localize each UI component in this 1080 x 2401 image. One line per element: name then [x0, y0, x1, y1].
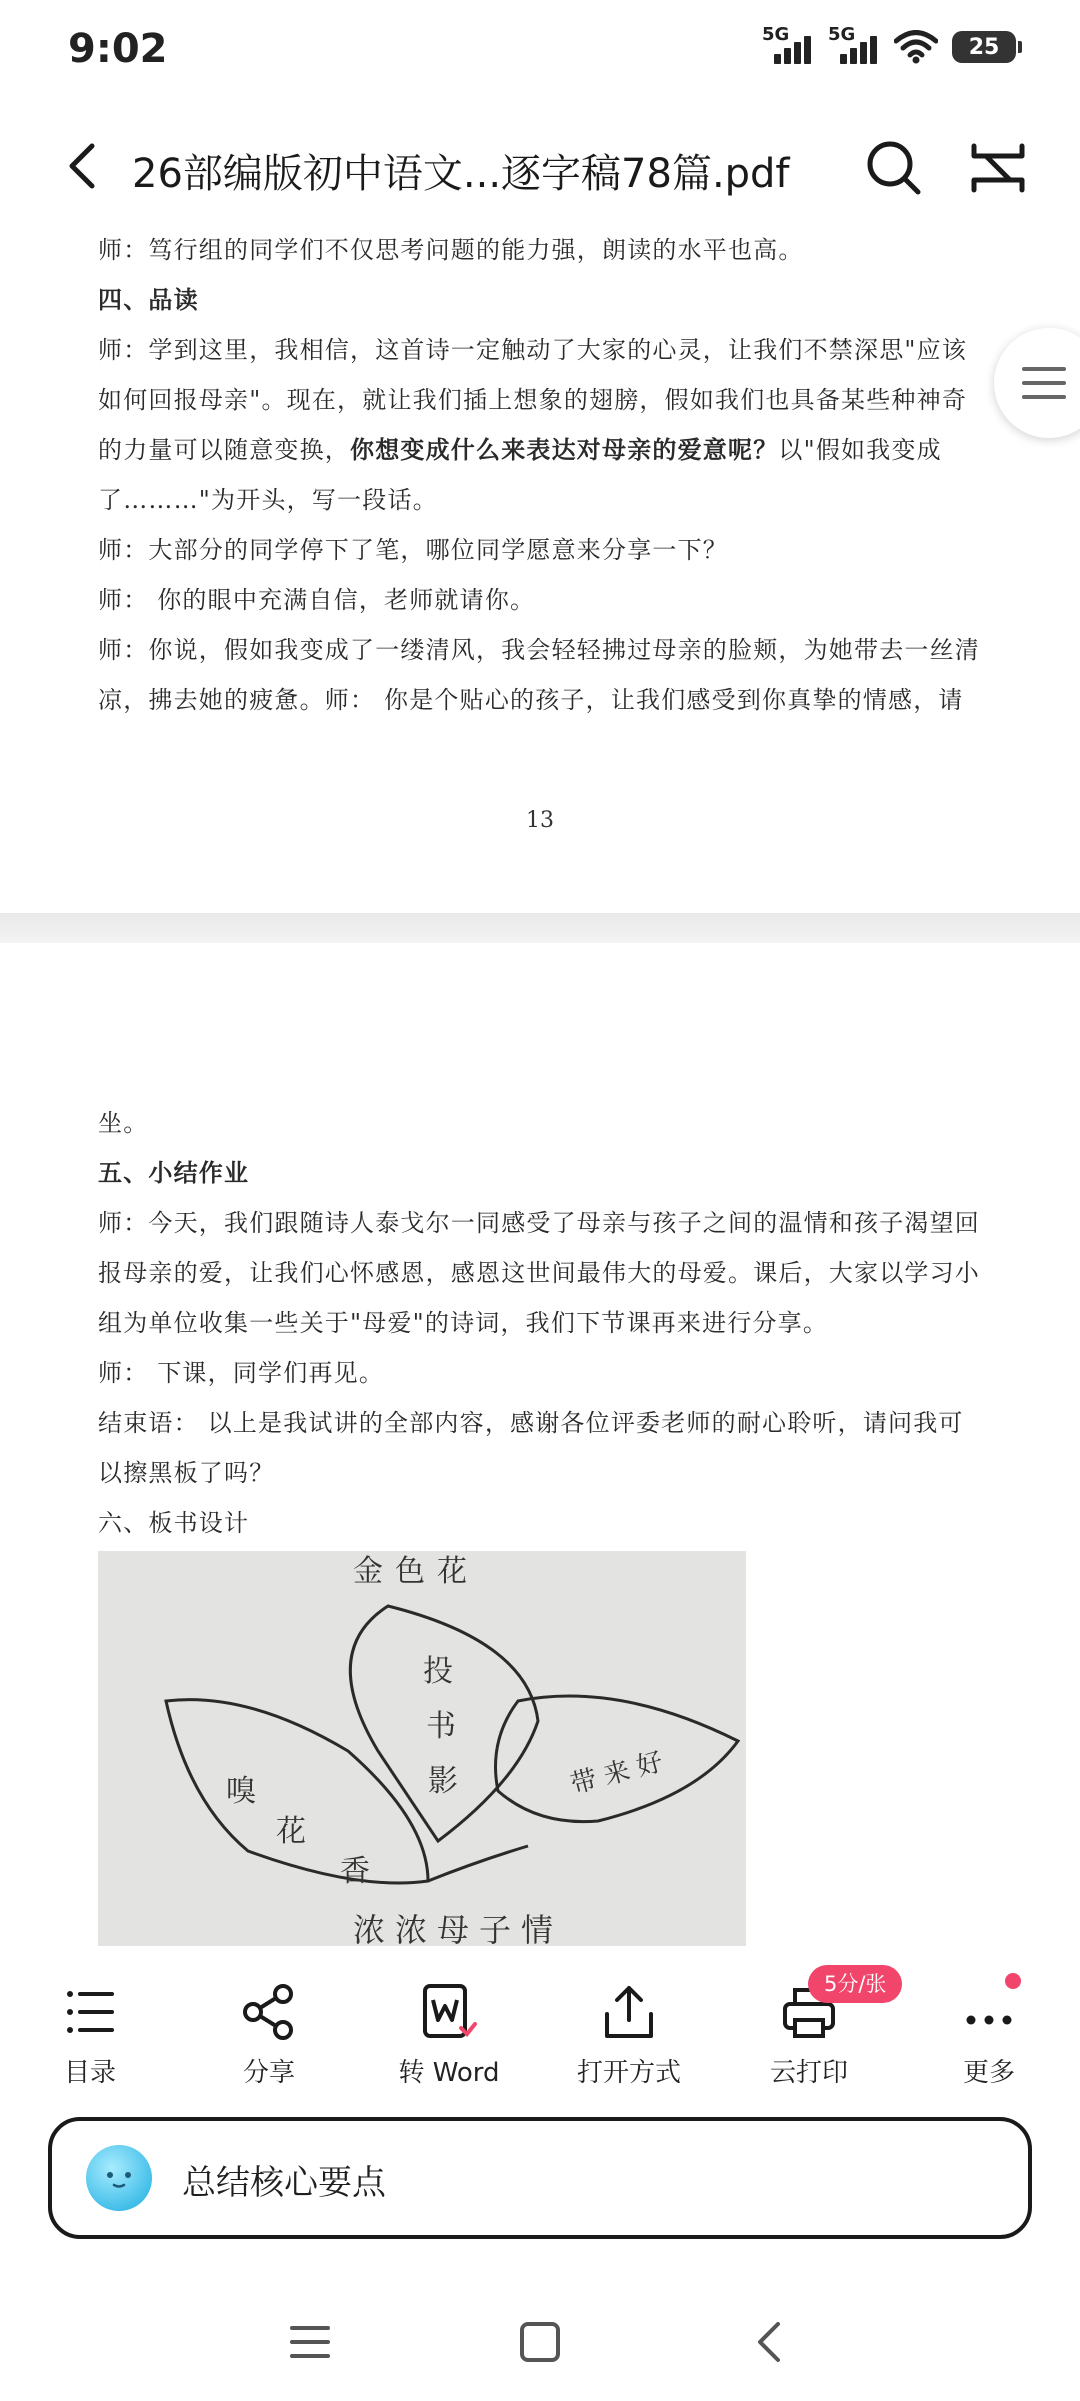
toolbar-open-with-button[interactable]: [554, 1960, 704, 2105]
wifi-icon: [894, 30, 938, 64]
summary-label: 总结核心要点: [182, 2163, 386, 2203]
text-line: 组为单位收集一些关于"母爱"的诗词，我们下节课再来进行分享。: [98, 1309, 829, 1337]
text-line: [98, 430, 990, 465]
board-left-char: 花: [276, 1814, 306, 1849]
toolbar-convert-word-button[interactable]: [374, 1960, 524, 2105]
chevron-left-icon[interactable]: [56, 136, 116, 196]
document-title: 26部编版初中语文...逐字稿78篇.pdf: [132, 151, 790, 197]
board-top-text: 金色花: [353, 1554, 479, 1589]
toolbar-label: 云打印: [769, 2058, 848, 2088]
status-bar: [0, 0, 1080, 100]
cellular-signal-icon: [828, 26, 880, 68]
summarize-key-points-button[interactable]: [48, 2117, 1032, 2239]
pdf-page-13: [0, 218, 1080, 913]
toolbar-label: 更多: [962, 2058, 1015, 2088]
app-header: [0, 118, 1080, 218]
blackboard-design-image: [98, 1551, 746, 1946]
back-icon[interactable]: [740, 2312, 800, 2372]
cellular-signal-icon: [762, 26, 814, 68]
text-line: 师： 你的眼中充满自信，老师就请你。: [98, 586, 536, 614]
board-bottom-text: 浓浓母子情: [353, 1911, 564, 1946]
text-line: 师： 下课，同学们再见。: [98, 1359, 385, 1387]
search-icon[interactable]: [862, 136, 926, 200]
notification-dot: [1005, 1973, 1021, 1989]
text-line: 凉，拂去她的疲惫。师： 你是个贴心的孩子，让我们感受到你真挚的情感，请: [98, 686, 964, 714]
text-line: 师：学到这里，我相信，这首诗一定触动了大家的心灵，让我们不禁深思"应该: [98, 336, 968, 364]
bold-text-span: 你想变成什么来表达对母亲的爱意呢？: [350, 436, 779, 464]
menu-lines-icon: [1020, 365, 1068, 401]
toolbar-label: 打开方式: [576, 2058, 681, 2088]
system-navigation-bar: [0, 2270, 1080, 2401]
text-line: 报母亲的爱，让我们心怀感恩，感恩这世间最伟大的母爱。课后，大家以学习小: [98, 1259, 980, 1287]
board-left-char: 香: [340, 1854, 370, 1889]
text-line: 六、板书设计: [98, 1509, 250, 1537]
toolbar-label: 分享: [242, 2058, 295, 2088]
text-line: 结束语： 以上是我试讲的全部内容，感谢各位评委老师的耐心聆听，请问我可: [98, 1409, 964, 1437]
text-line: 坐。: [98, 1109, 149, 1137]
board-center-char: 投: [423, 1654, 453, 1689]
more-icon: [957, 1980, 1021, 2044]
text-line: 师：今天，我们跟随诗人泰戈尔一同感受了母亲与孩子之间的温情和孩子渴望回: [98, 1209, 980, 1237]
ai-assistant-avatar-icon: [84, 2143, 154, 2213]
open-with-icon: [597, 1980, 661, 2044]
toolbar-contents-button[interactable]: [15, 1960, 165, 2105]
text-line: 如何回报母亲"。现在，就让我们插上想象的翅膀，假如我们也具备某些种神奇: [98, 386, 968, 414]
convert-word-icon: [417, 1980, 481, 2044]
toolbar-more-button[interactable]: [914, 1960, 1064, 2105]
text-line: 师：笃行组的同学们不仅思考问题的能力强，朗读的水平也高。: [98, 236, 804, 264]
home-icon[interactable]: [510, 2312, 570, 2372]
board-center-char: 影: [428, 1764, 458, 1799]
bottom-toolbar: [0, 1960, 1080, 2105]
list-icon: [58, 1980, 122, 2044]
section-heading: 四、品读: [98, 286, 199, 314]
status-icons: [762, 26, 1016, 68]
battery-level: 25: [968, 34, 1000, 60]
text-line: 师：你说，假如我变成了一缕清风，我会轻轻拂过母亲的脸颊，为她带去一丝清: [98, 636, 980, 664]
share-icon: [237, 1980, 301, 2044]
toolbar-share-button[interactable]: [194, 1960, 344, 2105]
board-right-text: 带来好: [567, 1744, 674, 1801]
page-number: 13: [526, 808, 554, 833]
section-heading: 五、小结作业: [98, 1159, 250, 1187]
toolbar-label: 转 Word: [398, 2058, 500, 2088]
reading-mode-icon[interactable]: [966, 136, 1030, 200]
text-line: 师：大部分的同学停下了笔，哪位同学愿意来分享一下？: [98, 536, 728, 564]
print-price-badge: 5分/张: [808, 1965, 902, 2003]
signal-label: 5G: [828, 24, 856, 45]
toolbar-label: 目录: [63, 2058, 116, 2088]
battery-icon: [952, 31, 1016, 63]
text-line: 了………"为开头，写一段话。: [98, 486, 438, 514]
page-divider: [0, 913, 1080, 943]
signal-label: 5G: [762, 24, 790, 45]
pdf-page-14: [0, 943, 1080, 1960]
board-left-char: 嗅: [226, 1774, 256, 1809]
text-span: 以"假如我变成: [778, 436, 942, 464]
menu-icon[interactable]: [280, 2312, 340, 2372]
text-line: 以擦黑板了吗？: [98, 1459, 275, 1487]
board-center-char: 书: [426, 1709, 456, 1744]
text-span: 的力量可以随意变换，: [98, 436, 350, 464]
status-time: 9:02: [68, 26, 168, 72]
